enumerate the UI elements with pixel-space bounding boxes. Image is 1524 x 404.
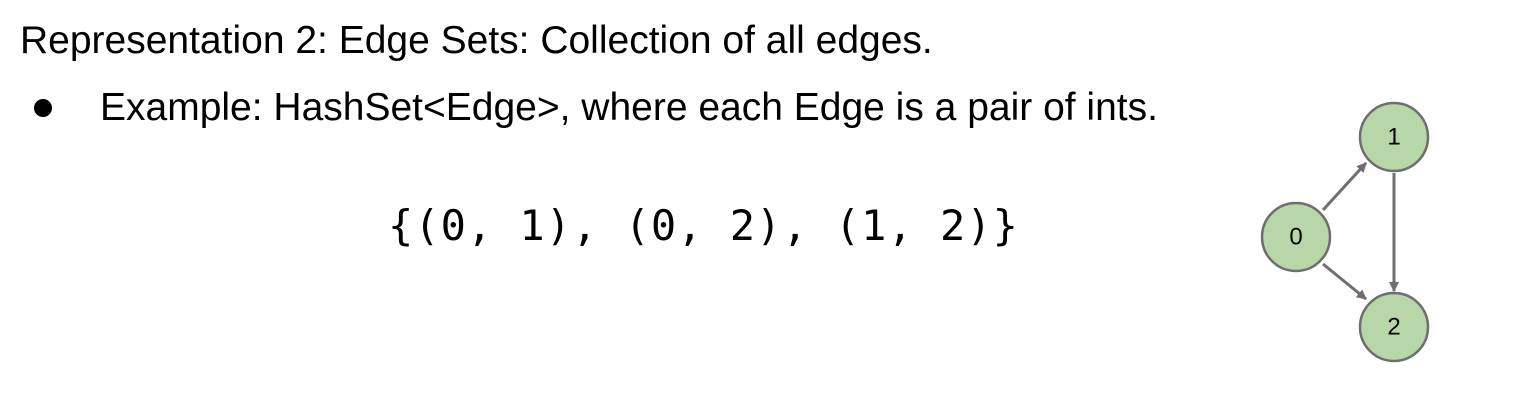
edge-0-to-2 <box>1323 264 1366 299</box>
bullet-item <box>30 82 1158 134</box>
edge-0-to-1 <box>1323 163 1366 210</box>
node-label-2: 2 <box>1387 313 1401 341</box>
graph-node-2 <box>1360 293 1428 361</box>
directed-graph-diagram <box>1240 90 1460 380</box>
edge-set-expression: {(0, 1), (0, 2), (1, 2)} <box>388 201 1019 250</box>
graph-node-0 <box>1262 203 1330 271</box>
node-label-0: 0 <box>1289 223 1303 251</box>
graph-node-1 <box>1360 103 1428 171</box>
bullet-dot-icon <box>34 99 52 117</box>
bullet-text: Example: HashSet<Edge>, where each Edge is a pair of ints. <box>100 86 1158 129</box>
node-label-1: 1 <box>1387 123 1401 151</box>
slide-title: Representation 2: Edge Sets: Collection of all edges. <box>20 19 933 62</box>
